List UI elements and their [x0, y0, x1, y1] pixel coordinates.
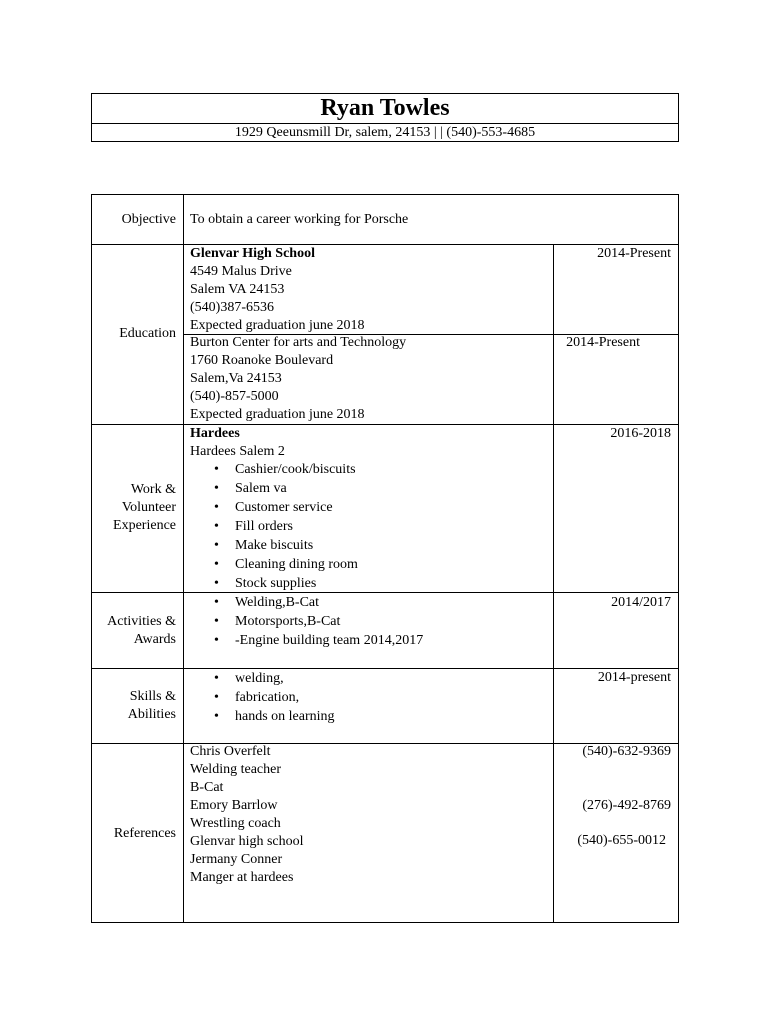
school-date: 2014-Present: [566, 335, 640, 350]
education-label: Education: [119, 326, 176, 341]
work-date: 2016-2018: [610, 426, 671, 441]
school-date: 2014-Present: [597, 246, 671, 261]
list-item: Jermany Conner: [190, 852, 283, 867]
list-item: • Customer service: [214, 498, 358, 517]
reference-phone: (540)-632-9369: [582, 744, 671, 759]
school-city: Salem,Va 24153: [190, 371, 282, 386]
list-item: • Make biscuits: [214, 536, 358, 555]
work-duties-list: [214, 460, 358, 593]
skills-label: Skills & Abilities: [127, 689, 176, 722]
employer-name: Hardees: [190, 426, 240, 441]
list-item: Welding teacher: [190, 762, 281, 777]
school-address: 1760 Roanoke Boulevard: [190, 353, 334, 368]
school-entry-burton: [190, 334, 406, 424]
school-graduation: Expected graduation june 2018: [190, 407, 365, 422]
work-label: Work & Volunteer Experience: [113, 482, 176, 533]
list-item: Glenvar high school: [190, 834, 304, 849]
list-item: • Cleaning dining room: [214, 555, 358, 574]
list-item: B-Cat: [190, 780, 224, 795]
objective-label: Objective: [121, 212, 176, 227]
contact-line: 1929 Qeeunsmill Dr, salem, 24153 | | (540)-553-4685: [234, 125, 536, 140]
list-item: • Motorsports,B-Cat: [214, 612, 423, 631]
list-item: • Stock supplies: [214, 574, 358, 593]
school-graduation: Expected graduation june 2018: [190, 318, 365, 333]
school-phone: (540)387-6536: [190, 300, 274, 315]
school-entry-glenvar: [190, 245, 365, 335]
reference-phone: (276)-492-8769: [582, 798, 671, 813]
skills-list: [214, 669, 335, 726]
school-name: Glenvar High School: [190, 246, 315, 261]
work-employer: [190, 425, 285, 461]
references-list: [190, 743, 304, 887]
activities-label: Activities & Awards: [107, 614, 176, 647]
employer-location: Hardees Salem 2: [190, 444, 285, 459]
reference-phone: (540)-655-0012: [577, 833, 666, 848]
list-item: • fabrication,: [214, 688, 335, 707]
activities-date: 2014/2017: [611, 595, 671, 610]
list-item: Chris Overfelt: [190, 744, 271, 759]
activities-list: [214, 593, 423, 650]
list-item: • hands on learning: [214, 707, 335, 726]
school-phone: (540)-857-5000: [190, 389, 279, 404]
references-label: References: [113, 826, 176, 841]
list-item: • Fill orders: [214, 517, 358, 536]
list-item: • welding,: [214, 669, 335, 688]
school-city: Salem VA 24153: [190, 282, 285, 297]
list-item: Manger at hardees: [190, 870, 294, 885]
list-item: • Welding,B-Cat: [214, 593, 423, 612]
list-item: Wrestling coach: [190, 816, 281, 831]
list-item: • Salem va: [214, 479, 358, 498]
objective-text: To obtain a career working for Porsche: [190, 212, 409, 227]
list-item: • -Engine building team 2014,2017: [214, 631, 423, 650]
resume-name: Ryan Towles: [320, 95, 450, 121]
school-address: 4549 Malus Drive: [190, 264, 292, 279]
school-name: Burton Center for arts and Technology: [190, 335, 407, 350]
list-item: Emory Barrlow: [190, 798, 278, 813]
skills-date: 2014-present: [597, 670, 671, 685]
list-item: • Cashier/cook/biscuits: [214, 460, 358, 479]
